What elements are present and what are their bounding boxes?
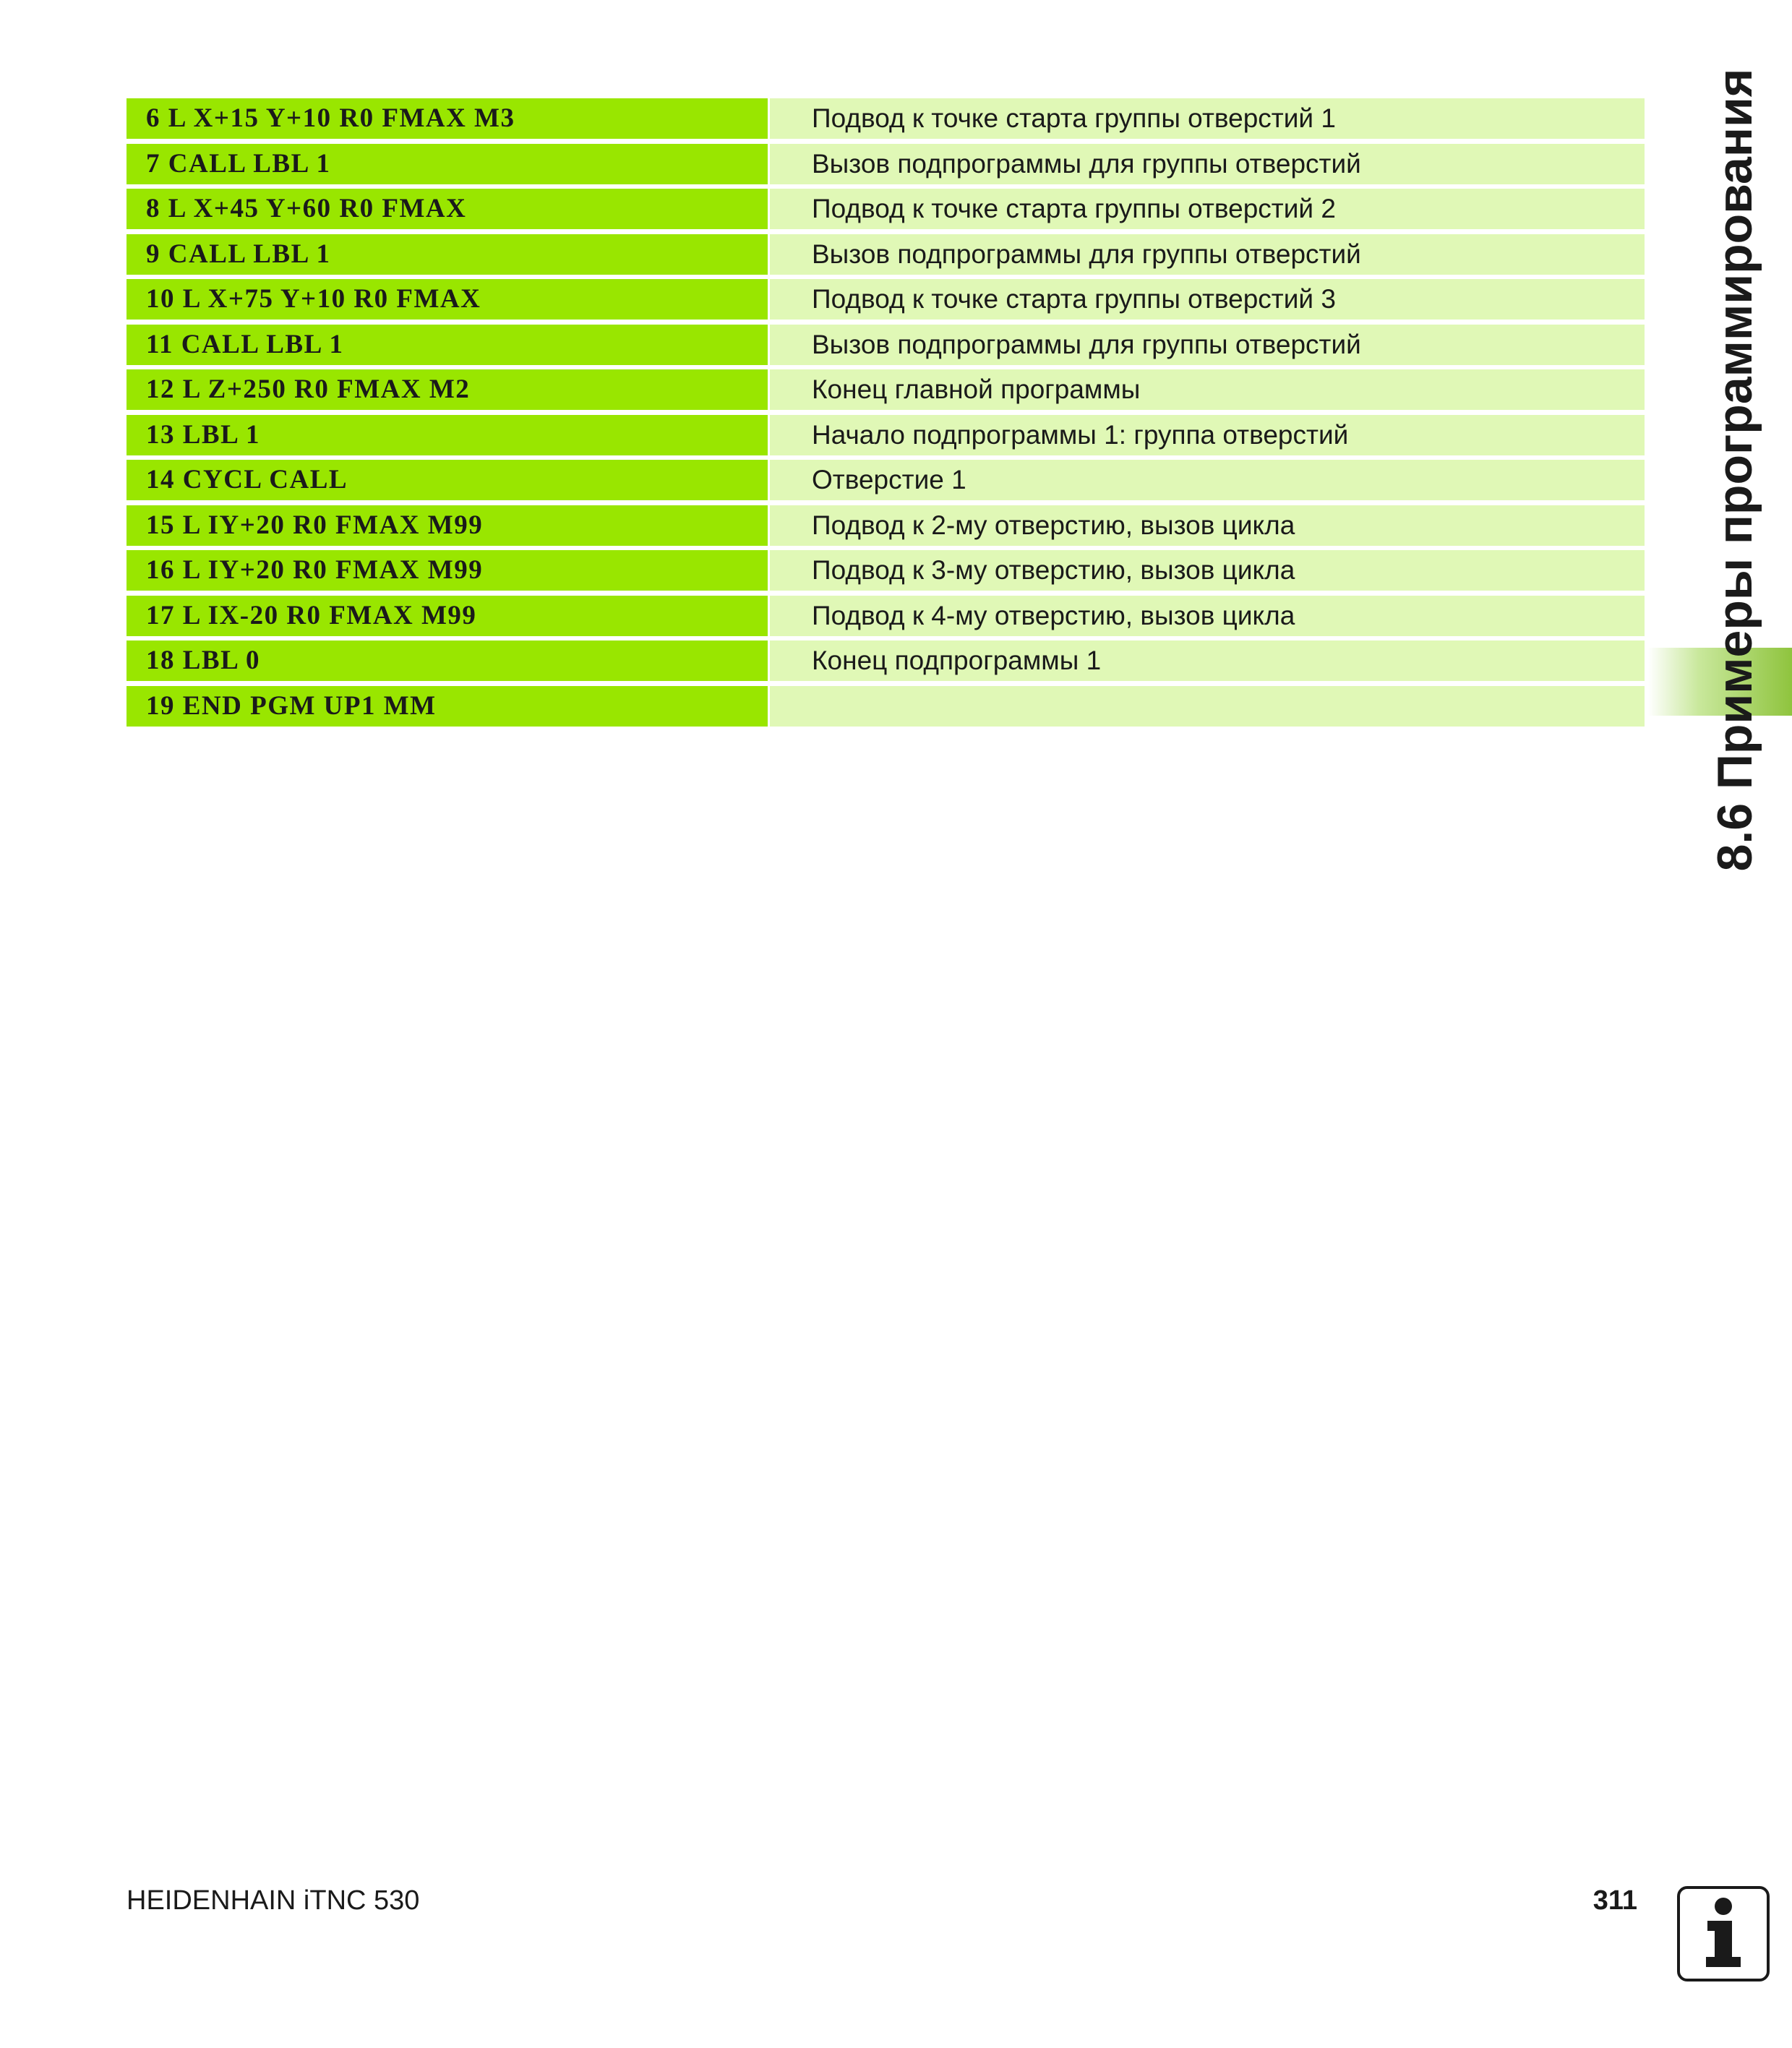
program-listing: [127, 98, 1645, 731]
nc-block: 10 L X+75 Y+10 R0 FMAX: [127, 279, 768, 320]
program-row: [127, 460, 1645, 500]
nc-comment: Подвод к точке старта группы отверстий 2: [770, 189, 1645, 229]
nc-block: 17 L IX-20 R0 FMAX M99: [127, 596, 768, 636]
program-row: [127, 189, 1645, 229]
nc-comment: Отверстие 1: [770, 460, 1645, 500]
nc-comment: Вызов подпрограммы для группы отверстий: [770, 234, 1645, 275]
nc-block: 13 LBL 1: [127, 415, 768, 455]
program-row: [127, 325, 1645, 365]
nc-block: 9 CALL LBL 1: [127, 234, 768, 275]
nc-comment: Подвод к 3-му отверстию, вызов цикла: [770, 550, 1645, 591]
nc-comment: Вызов подпрограммы для группы отверстий: [770, 144, 1645, 184]
nc-block: 16 L IY+20 R0 FMAX M99: [127, 550, 768, 591]
nc-comment: Подвод к точке старта группы отверстий 3: [770, 279, 1645, 320]
page-number: 311: [1592, 1885, 1637, 1916]
program-row: [127, 505, 1645, 546]
program-row: [127, 686, 1645, 727]
program-row: [127, 279, 1645, 320]
program-row: [127, 98, 1645, 139]
info-icon: [1677, 1886, 1770, 1981]
footer-product-name: HEIDENHAIN iTNC 530: [127, 1885, 420, 1916]
program-row: [127, 640, 1645, 681]
nc-comment: Подвод к 4-му отверстию, вызов цикла: [770, 596, 1645, 636]
nc-block: 14 CYCL CALL: [127, 460, 768, 500]
nc-block: 19 END PGM UP1 MM: [127, 686, 768, 727]
nc-block: 15 L IY+20 R0 FMAX M99: [127, 505, 768, 546]
nc-block: 7 CALL LBL 1: [127, 144, 768, 184]
program-row: [127, 415, 1645, 455]
program-row: [127, 550, 1645, 591]
nc-comment: Начало подпрограммы 1: группа отверстий: [770, 415, 1645, 455]
nc-comment: Конец подпрограммы 1: [770, 640, 1645, 681]
nc-comment: Подвод к 2-му отверстию, вызов цикла: [770, 505, 1645, 546]
nc-block: 6 L X+15 Y+10 R0 FMAX M3: [127, 98, 768, 139]
nc-block: 18 LBL 0: [127, 640, 768, 681]
program-row: [127, 144, 1645, 184]
section-title: 8.6 Примеры программирования: [1707, 68, 1762, 872]
program-row: [127, 234, 1645, 275]
program-row: [127, 369, 1645, 410]
nc-comment: [770, 686, 1645, 727]
nc-block: 8 L X+45 Y+60 R0 FMAX: [127, 189, 768, 229]
program-row: [127, 596, 1645, 636]
nc-block: 12 L Z+250 R0 FMAX M2: [127, 369, 768, 410]
nc-comment: Вызов подпрограммы для группы отверстий: [770, 325, 1645, 365]
nc-comment: Подвод к точке старта группы отверстий 1: [770, 98, 1645, 139]
nc-block: 11 CALL LBL 1: [127, 325, 768, 365]
nc-comment: Конец главной программы: [770, 369, 1645, 410]
